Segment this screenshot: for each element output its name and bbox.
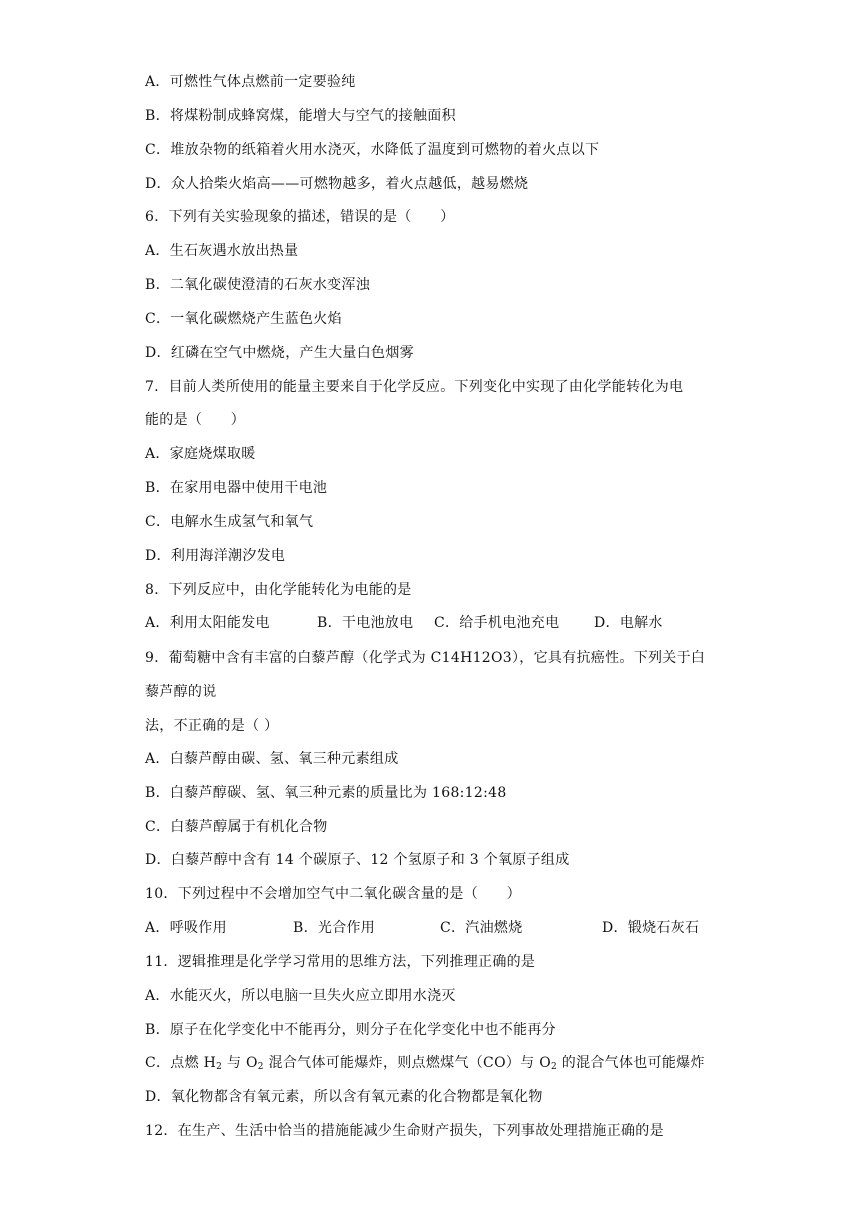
q5-option-a: A．可燃性气体点燃前一定要验纯 — [145, 74, 356, 90]
q11-option-c: C．点燃 $H_2$ 与 $O_2$ 混合气体可能爆炸，则点燃煤气（CO）与 $O_2$ 的混合气体也可能爆炸 — [145, 1055, 705, 1072]
q9-stem-line3: 法，不正确的是（ ） — [145, 718, 279, 734]
q9-option-a: A．白藜芦醇由碳、氢、氧三种元素组成 — [145, 751, 399, 767]
q7-option-c: C．电解水生成氢气和氧气 — [145, 514, 314, 530]
q10-option-d: D．锻烧石灰石 — [602, 920, 700, 936]
q8-stem: 8．下列反应中，由化学能转化为电能的是 — [145, 582, 412, 598]
q10-options-row — [145, 918, 699, 938]
q10-option-a: A．呼吸作用 — [145, 920, 227, 936]
q8-options-row — [145, 613, 663, 633]
q7-option-a: A．家庭烧煤取暖 — [145, 446, 256, 462]
q9-option-d: D．白藜芦醇中含有 14 个碳原子、12 个氢原子和 3 个氧原子组成 — [145, 852, 570, 868]
q7-stem-line1: 7．目前人类所使用的能量主要来自于化学反应。下列变化中实现了由化学能转化为电 — [145, 379, 684, 395]
q9-option-c: C．白藜芦醇属于有机化合物 — [145, 819, 328, 835]
q8-option-a: A．利用太阳能发电 — [145, 615, 270, 631]
q7-stem-line2: 能的是（ ） — [145, 412, 246, 428]
q10-stem: 10．下列过程中不会增加空气中二氧化碳含量的是（ ） — [145, 886, 521, 902]
q5-option-b: B．将煤粉制成蜂窝煤，能增大与空气的接触面积 — [145, 108, 456, 124]
q5-option-d: D．众人拾柴火焰高——可燃物越多，着火点越低，越易燃烧 — [145, 176, 529, 192]
q6-stem: 6．下列有关实验现象的描述，错误的是（ ） — [145, 209, 455, 225]
q11-option-d: D．氧化物都含有氧元素，所以含有氧元素的化合物都是氧化物 — [145, 1089, 543, 1105]
q8-option-b: B．干电池放电 — [317, 615, 414, 631]
q12-stem: 12．在生产、生活中恰当的措施能减少生命财产损失，下列事故处理措施正确的是 — [145, 1123, 664, 1139]
q6-option-c: C．一氧化碳燃烧产生蓝色火焰 — [145, 311, 342, 327]
q9-stem-line1: 9．葡萄糖中含有丰富的白藜芦醇（化学式为 C14H12O3），它具有抗癌性。下列关于白 — [145, 650, 706, 666]
q7-option-d: D．利用海洋潮汐发电 — [145, 548, 286, 564]
q11-option-a: A．水能灭火，所以电脑一旦失火应立即用水浇灭 — [145, 988, 456, 1004]
q8-option-d: D．电解水 — [594, 615, 663, 631]
q10-option-c: C．汽油燃烧 — [440, 920, 523, 936]
q8-option-c: C．给手机电池充电 — [434, 615, 560, 631]
q6-option-d: D．红磷在空气中燃烧，产生大量白色烟雾 — [145, 345, 414, 361]
q9-option-b: B．白藜芦醇碳、氢、氧三种元素的质量比为 168:12:48 — [145, 785, 507, 801]
q9-stem-line2: 藜芦醇的说 — [145, 684, 217, 700]
q5-option-c: C．堆放杂物的纸箱着火用水浇灭，水降低了温度到可燃物的着火点以下 — [145, 142, 600, 158]
q11-option-b: B．原子在化学变化中不能再分，则分子在化学变化中也不能再分 — [145, 1022, 556, 1038]
q10-option-b: B．光合作用 — [293, 920, 376, 936]
q6-option-b: B．二氧化碳使澄清的石灰水变浑浊 — [145, 277, 371, 293]
q6-option-a: A．生石灰遇水放出热量 — [145, 243, 299, 259]
q11-stem: 11．逻辑推理是化学学习常用的思维方法，下列推理正确的是 — [145, 954, 536, 970]
q7-option-b: B．在家用电器中使用干电池 — [145, 480, 328, 496]
